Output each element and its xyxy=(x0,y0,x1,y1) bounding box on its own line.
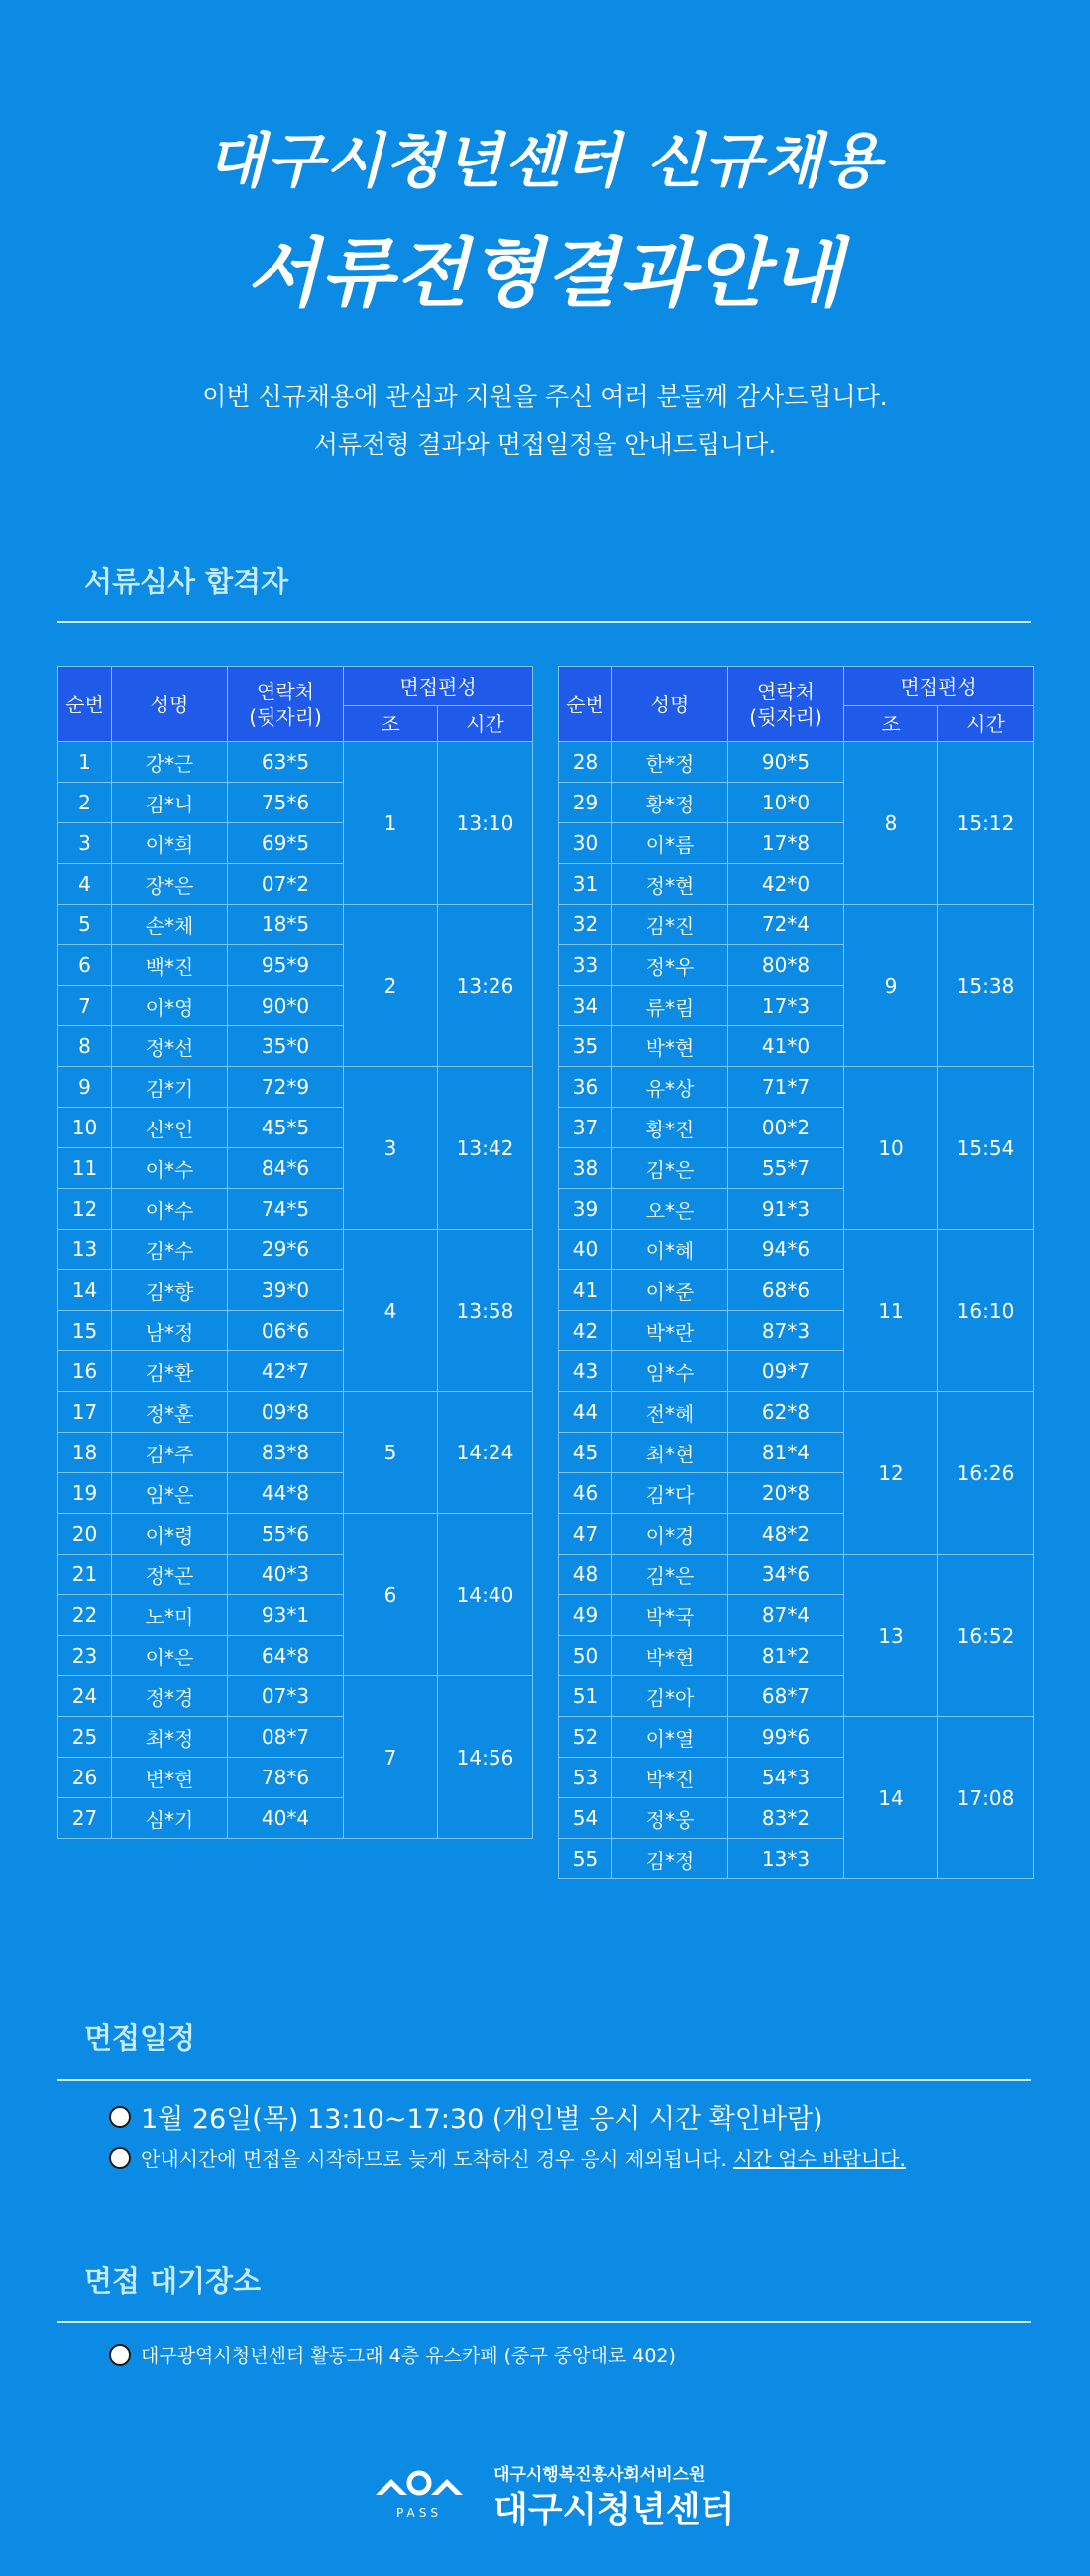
name-cell: 이*름 xyxy=(612,823,728,864)
time-cell: 13:42 xyxy=(438,1067,533,1230)
contact-cell: 07*2 xyxy=(228,864,344,905)
name-cell: 정*선 xyxy=(112,1026,228,1067)
name-cell: 이*수 xyxy=(112,1189,228,1230)
no-cell: 23 xyxy=(58,1636,112,1676)
table-row xyxy=(58,1392,533,1433)
section-divider xyxy=(57,2321,1031,2323)
name-cell: 이*혜 xyxy=(612,1230,728,1270)
contact-cell: 54*3 xyxy=(728,1758,844,1798)
schedule-item-date xyxy=(109,2097,823,2136)
group-cell: 12 xyxy=(844,1392,938,1555)
col-header-schedule: 면접편성 xyxy=(844,667,1034,706)
table-row xyxy=(58,1514,533,1555)
intro-text-line2: 서류전형 결과와 면접일정을 안내드립니다. xyxy=(313,430,777,459)
name-cell: 유*상 xyxy=(612,1067,728,1108)
no-cell: 16 xyxy=(58,1351,112,1392)
col-header-contact-line2: (뒷자리) xyxy=(749,704,822,729)
contact-cell: 09*8 xyxy=(228,1392,344,1433)
time-cell: 15:38 xyxy=(938,905,1034,1067)
no-cell: 1 xyxy=(58,742,112,783)
table-row xyxy=(559,742,1034,783)
name-cell: 이*은 xyxy=(112,1636,228,1676)
time-cell: 14:24 xyxy=(438,1392,533,1514)
name-cell: 손*체 xyxy=(112,905,228,945)
contact-cell: 90*5 xyxy=(728,742,844,783)
section-title-venue: 면접 대기장소 xyxy=(84,2264,262,2298)
no-cell: 50 xyxy=(559,1636,612,1676)
name-cell: 강*근 xyxy=(112,742,228,783)
group-cell: 5 xyxy=(344,1392,438,1514)
name-cell: 임*수 xyxy=(612,1351,728,1392)
no-cell: 53 xyxy=(559,1758,612,1798)
contact-cell: 29*6 xyxy=(228,1230,344,1270)
name-cell: 장*은 xyxy=(112,864,228,905)
circle-bullet-icon xyxy=(109,2106,131,2128)
contact-cell: 08*7 xyxy=(228,1717,344,1758)
contact-cell: 87*4 xyxy=(728,1595,844,1636)
contact-cell: 35*0 xyxy=(228,1026,344,1067)
contact-cell: 64*8 xyxy=(228,1636,344,1676)
no-cell: 36 xyxy=(559,1067,612,1108)
time-cell: 13:58 xyxy=(438,1230,533,1392)
no-cell: 24 xyxy=(58,1676,112,1717)
col-header-name: 성명 xyxy=(112,667,228,742)
col-header-schedule: 면접편성 xyxy=(344,667,533,706)
no-cell: 33 xyxy=(559,945,612,986)
name-cell: 최*현 xyxy=(612,1433,728,1473)
logo-text: PASS xyxy=(396,2506,442,2520)
col-header-time: 시간 xyxy=(938,706,1034,742)
name-cell: 류*림 xyxy=(612,986,728,1026)
col-header-no: 순번 xyxy=(559,667,612,742)
page-title-line1: 대구시청년센터 신규채용 xyxy=(206,127,884,196)
name-cell: 신*인 xyxy=(112,1108,228,1148)
contact-cell: 42*7 xyxy=(228,1351,344,1392)
contact-cell: 34*6 xyxy=(728,1555,844,1595)
group-cell: 3 xyxy=(344,1067,438,1230)
contact-cell: 78*6 xyxy=(228,1758,344,1798)
no-cell: 52 xyxy=(559,1717,612,1758)
contact-cell: 90*0 xyxy=(228,986,344,1026)
contact-cell: 10*0 xyxy=(728,783,844,823)
no-cell: 41 xyxy=(559,1270,612,1311)
no-cell: 11 xyxy=(58,1148,112,1189)
contact-cell: 81*2 xyxy=(728,1636,844,1676)
time-cell: 15:12 xyxy=(938,742,1034,905)
circle-bullet-icon xyxy=(109,2344,131,2366)
no-cell: 37 xyxy=(559,1108,612,1148)
name-cell: 이*열 xyxy=(612,1717,728,1758)
name-cell: 심*기 xyxy=(112,1798,228,1839)
no-cell: 25 xyxy=(58,1717,112,1758)
name-cell: 한*정 xyxy=(612,742,728,783)
no-cell: 13 xyxy=(58,1230,112,1270)
circle-bullet-icon xyxy=(109,2147,131,2169)
contact-cell: 48*2 xyxy=(728,1514,844,1555)
no-cell: 19 xyxy=(58,1473,112,1514)
no-cell: 35 xyxy=(559,1026,612,1067)
time-cell: 14:40 xyxy=(438,1514,533,1676)
no-cell: 5 xyxy=(58,905,112,945)
no-cell: 43 xyxy=(559,1351,612,1392)
contact-cell: 20*8 xyxy=(728,1473,844,1514)
group-cell: 1 xyxy=(344,742,438,905)
name-cell: 노*미 xyxy=(112,1595,228,1636)
time-cell: 16:26 xyxy=(938,1392,1034,1555)
no-cell: 47 xyxy=(559,1514,612,1555)
contact-cell: 00*2 xyxy=(728,1108,844,1148)
no-cell: 9 xyxy=(58,1067,112,1108)
time-cell: 16:52 xyxy=(938,1555,1034,1717)
name-cell: 오*은 xyxy=(612,1189,728,1230)
venue-text: 대구광역시청년센터 활동그래 4층 유스카페 (중구 중앙대로 402) xyxy=(141,2345,676,2367)
no-cell: 2 xyxy=(58,783,112,823)
table-row xyxy=(559,1230,1034,1270)
no-cell: 48 xyxy=(559,1555,612,1595)
col-header-group: 조 xyxy=(344,706,438,742)
contact-cell: 40*4 xyxy=(228,1798,344,1839)
name-cell: 김*기 xyxy=(112,1067,228,1108)
name-cell: 박*국 xyxy=(612,1595,728,1636)
name-cell: 정*우 xyxy=(612,945,728,986)
pass-logo-icon xyxy=(372,2465,467,2524)
no-cell: 49 xyxy=(559,1595,612,1636)
group-cell: 8 xyxy=(844,742,938,905)
time-cell: 16:10 xyxy=(938,1230,1034,1392)
col-header-contact xyxy=(728,667,844,742)
name-cell: 김*진 xyxy=(612,905,728,945)
section-divider xyxy=(57,621,1031,623)
contact-cell: 83*8 xyxy=(228,1433,344,1473)
contact-cell: 87*3 xyxy=(728,1311,844,1351)
group-cell: 4 xyxy=(344,1230,438,1392)
contact-cell: 93*1 xyxy=(228,1595,344,1636)
contact-cell: 91*3 xyxy=(728,1189,844,1230)
name-cell: 김*은 xyxy=(612,1148,728,1189)
no-cell: 8 xyxy=(58,1026,112,1067)
no-cell: 26 xyxy=(58,1758,112,1798)
name-cell: 김*니 xyxy=(112,783,228,823)
name-cell: 김*주 xyxy=(112,1433,228,1473)
name-cell: 황*진 xyxy=(612,1108,728,1148)
no-cell: 45 xyxy=(559,1433,612,1473)
col-header-time: 시간 xyxy=(438,706,533,742)
contact-cell: 83*2 xyxy=(728,1798,844,1839)
no-cell: 27 xyxy=(58,1798,112,1839)
section-title-schedule: 면접일정 xyxy=(84,2021,196,2055)
group-cell: 7 xyxy=(344,1676,438,1839)
name-cell: 이*희 xyxy=(112,823,228,864)
section-title-passers: 서류심사 합격자 xyxy=(84,565,289,598)
col-header-group: 조 xyxy=(844,706,938,742)
contact-cell: 40*3 xyxy=(228,1555,344,1595)
name-cell: 김*다 xyxy=(612,1473,728,1514)
no-cell: 6 xyxy=(58,945,112,986)
group-cell: 2 xyxy=(344,905,438,1067)
no-cell: 42 xyxy=(559,1311,612,1351)
no-cell: 14 xyxy=(58,1270,112,1311)
name-cell: 김*은 xyxy=(612,1555,728,1595)
col-header-name: 성명 xyxy=(612,667,728,742)
no-cell: 3 xyxy=(58,823,112,864)
contact-cell: 68*7 xyxy=(728,1676,844,1717)
no-cell: 34 xyxy=(559,986,612,1026)
page-title-line2: 서류전형결과안내 xyxy=(246,229,844,317)
name-cell: 박*현 xyxy=(612,1636,728,1676)
no-cell: 46 xyxy=(559,1473,612,1514)
name-cell: 박*진 xyxy=(612,1758,728,1798)
schedule-date-text: 1월 26일(목) 13:10~17:30 (개인별 응시 시간 확인바람) xyxy=(141,2104,823,2135)
no-cell: 12 xyxy=(58,1189,112,1230)
contact-cell: 69*5 xyxy=(228,823,344,864)
contact-cell: 07*3 xyxy=(228,1676,344,1717)
col-header-contact-line1: 연락처 xyxy=(757,679,815,703)
group-cell: 10 xyxy=(844,1067,938,1230)
table-row xyxy=(559,905,1034,945)
name-cell: 정*웅 xyxy=(612,1798,728,1839)
table-row xyxy=(559,1717,1034,1758)
no-cell: 4 xyxy=(58,864,112,905)
passers-table-right xyxy=(558,666,1034,1879)
table-row xyxy=(58,1676,533,1717)
no-cell: 31 xyxy=(559,864,612,905)
no-cell: 32 xyxy=(559,905,612,945)
no-cell: 17 xyxy=(58,1392,112,1433)
no-cell: 44 xyxy=(559,1392,612,1433)
table-row xyxy=(559,1392,1034,1433)
col-header-contact-line1: 연락처 xyxy=(257,679,314,703)
contact-cell: 42*0 xyxy=(728,864,844,905)
contact-cell: 18*5 xyxy=(228,905,344,945)
col-header-contact-line2: (뒷자리) xyxy=(249,704,322,729)
name-cell: 정*곤 xyxy=(112,1555,228,1595)
time-cell: 17:08 xyxy=(938,1717,1034,1879)
schedule-notice-text: 안내시간에 면접을 시작하므로 늦게 도착하신 경우 응시 제외됩니다. xyxy=(141,2147,734,2171)
name-cell: 남*정 xyxy=(112,1311,228,1351)
contact-cell: 94*6 xyxy=(728,1230,844,1270)
name-cell: 김*향 xyxy=(112,1270,228,1311)
table-row xyxy=(58,1067,533,1108)
table-row xyxy=(559,1067,1034,1108)
schedule-notice-emphasis: 시간 엄수 바랍니다. xyxy=(733,2147,906,2171)
name-cell: 전*혜 xyxy=(612,1392,728,1433)
contact-cell: 72*4 xyxy=(728,905,844,945)
name-cell: 박*란 xyxy=(612,1311,728,1351)
contact-cell: 06*6 xyxy=(228,1311,344,1351)
contact-cell: 39*0 xyxy=(228,1270,344,1311)
contact-cell: 72*9 xyxy=(228,1067,344,1108)
intro-text-line1: 이번 신규채용에 관심과 지원을 주신 여러 분들께 감사드립니다. xyxy=(202,382,888,411)
name-cell: 정*훈 xyxy=(112,1392,228,1433)
contact-cell: 80*8 xyxy=(728,945,844,986)
contact-cell: 13*3 xyxy=(728,1839,844,1879)
contact-cell: 84*6 xyxy=(228,1148,344,1189)
no-cell: 7 xyxy=(58,986,112,1026)
contact-cell: 17*8 xyxy=(728,823,844,864)
no-cell: 38 xyxy=(559,1148,612,1189)
col-header-no: 순번 xyxy=(58,667,112,742)
contact-cell: 81*4 xyxy=(728,1433,844,1473)
name-cell: 황*정 xyxy=(612,783,728,823)
contact-cell: 75*6 xyxy=(228,783,344,823)
no-cell: 22 xyxy=(58,1595,112,1636)
no-cell: 39 xyxy=(559,1189,612,1230)
name-cell: 이*수 xyxy=(112,1148,228,1189)
no-cell: 15 xyxy=(58,1311,112,1351)
venue-item xyxy=(109,2341,676,2368)
schedule-item-notice xyxy=(109,2143,906,2172)
name-cell: 이*준 xyxy=(612,1270,728,1311)
contact-cell: 63*5 xyxy=(228,742,344,783)
name-cell: 백*진 xyxy=(112,945,228,986)
time-cell: 13:26 xyxy=(438,905,533,1067)
no-cell: 51 xyxy=(559,1676,612,1717)
no-cell: 30 xyxy=(559,823,612,864)
name-cell: 김*수 xyxy=(112,1230,228,1270)
no-cell: 10 xyxy=(58,1108,112,1148)
group-cell: 9 xyxy=(844,905,938,1067)
col-header-contact xyxy=(228,667,344,742)
time-cell: 15:54 xyxy=(938,1067,1034,1230)
name-cell: 박*현 xyxy=(612,1026,728,1067)
name-cell: 김*환 xyxy=(112,1351,228,1392)
name-cell: 이*령 xyxy=(112,1514,228,1555)
contact-cell: 74*5 xyxy=(228,1189,344,1230)
footer-center-name: 대구시청년센터 xyxy=(493,2490,735,2530)
no-cell: 54 xyxy=(559,1798,612,1839)
no-cell: 18 xyxy=(58,1433,112,1473)
section-divider xyxy=(57,2079,1031,2081)
table-row xyxy=(559,1555,1034,1595)
name-cell: 이*경 xyxy=(612,1514,728,1555)
name-cell: 임*은 xyxy=(112,1473,228,1514)
passers-table-left xyxy=(57,666,533,1839)
no-cell: 55 xyxy=(559,1839,612,1879)
group-cell: 6 xyxy=(344,1514,438,1676)
contact-cell: 09*7 xyxy=(728,1351,844,1392)
no-cell: 40 xyxy=(559,1230,612,1270)
name-cell: 변*현 xyxy=(112,1758,228,1798)
contact-cell: 68*6 xyxy=(728,1270,844,1311)
name-cell: 최*정 xyxy=(112,1717,228,1758)
table-row xyxy=(58,742,533,783)
time-cell: 14:56 xyxy=(438,1676,533,1839)
contact-cell: 99*6 xyxy=(728,1717,844,1758)
contact-cell: 71*7 xyxy=(728,1067,844,1108)
name-cell: 이*영 xyxy=(112,986,228,1026)
name-cell: 김*아 xyxy=(612,1676,728,1717)
group-cell: 13 xyxy=(844,1555,938,1717)
time-cell: 13:10 xyxy=(438,742,533,905)
table-row xyxy=(58,1230,533,1270)
table-row xyxy=(58,905,533,945)
name-cell: 정*경 xyxy=(112,1676,228,1717)
contact-cell: 45*5 xyxy=(228,1108,344,1148)
group-cell: 14 xyxy=(844,1717,938,1879)
contact-cell: 62*8 xyxy=(728,1392,844,1433)
no-cell: 29 xyxy=(559,783,612,823)
contact-cell: 41*0 xyxy=(728,1026,844,1067)
footer-org-name: 대구시행복진흥사회서비스원 xyxy=(493,2465,706,2485)
contact-cell: 95*9 xyxy=(228,945,344,986)
no-cell: 20 xyxy=(58,1514,112,1555)
contact-cell: 55*7 xyxy=(728,1148,844,1189)
name-cell: 김*정 xyxy=(612,1839,728,1879)
contact-cell: 17*3 xyxy=(728,986,844,1026)
no-cell: 28 xyxy=(559,742,612,783)
group-cell: 11 xyxy=(844,1230,938,1392)
contact-cell: 55*6 xyxy=(228,1514,344,1555)
name-cell: 정*현 xyxy=(612,864,728,905)
no-cell: 21 xyxy=(58,1555,112,1595)
contact-cell: 44*8 xyxy=(228,1473,344,1514)
